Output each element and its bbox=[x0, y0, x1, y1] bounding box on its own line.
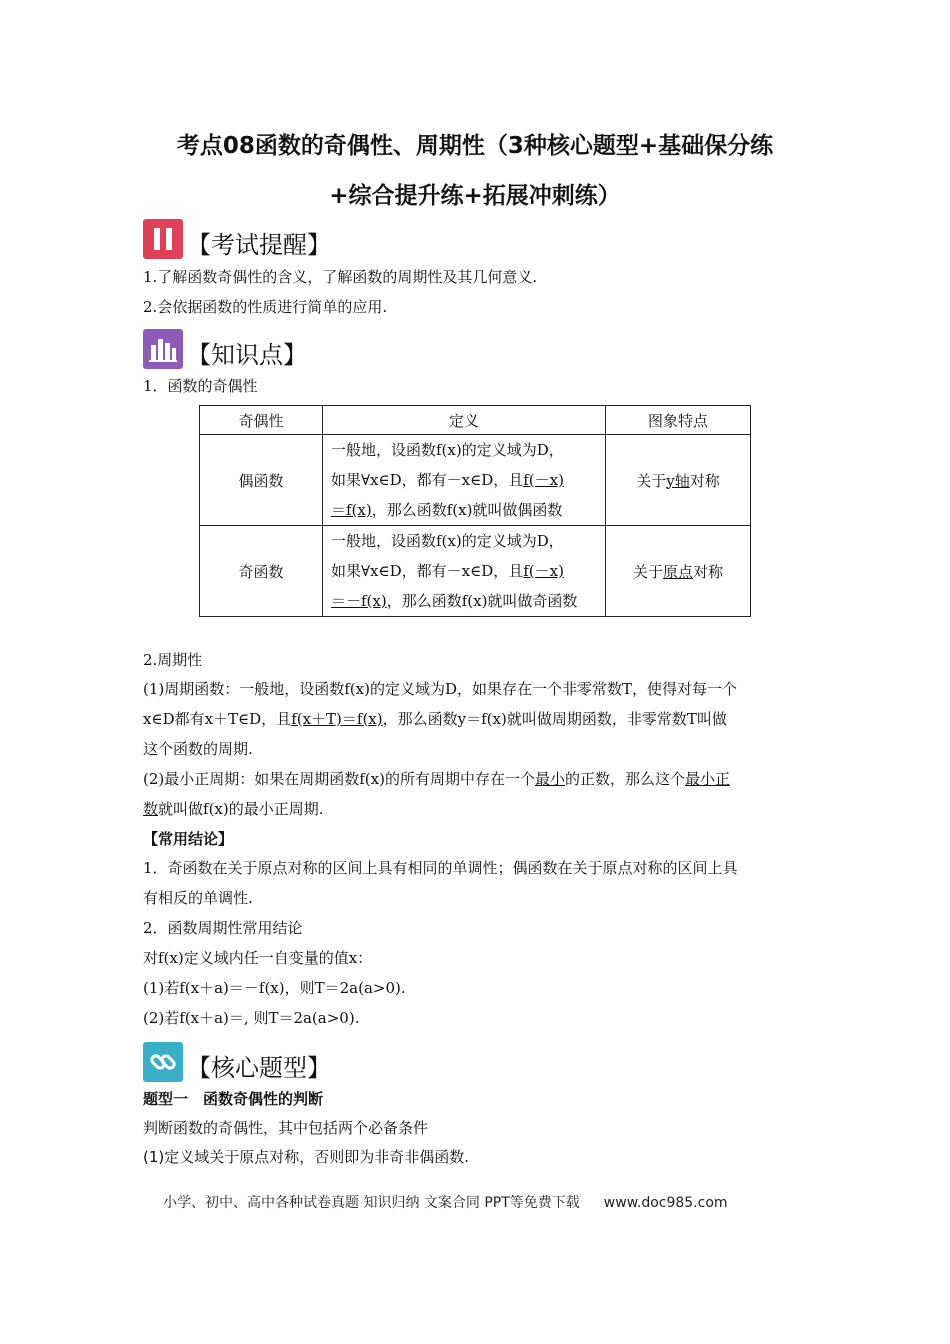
table-row bbox=[200, 435, 751, 526]
section-exam-tips-label: 【考试提醒】 bbox=[187, 231, 331, 259]
periodic-function-line1: (1)周期函数：一般地，设函数f(x)的定义域为D，如果存在一个非零常数T，使得对每一个 bbox=[143, 680, 737, 698]
table-cell-feature: 关于原点对称 bbox=[606, 526, 751, 617]
bar-chart-icon bbox=[143, 329, 183, 369]
type1-heading: 题型一 函数奇偶性的判断 bbox=[143, 1090, 324, 1108]
min-period-line1: (2)最小正周期：如果在周期函数f(x)的所有周期中存在一个最小的正数，那么这个最小正 bbox=[143, 770, 731, 788]
table-cell-name: 偶函数 bbox=[200, 435, 323, 526]
footer-url[interactable]: www.doc985.com bbox=[603, 1195, 728, 1211]
table-row bbox=[200, 526, 751, 617]
periodic-function-line2: x∈D都有x＋T∈D，且f(x＋T)＝f(x)，那么函数y＝f(x)就叫做周期函数，非零常数T叫做 bbox=[143, 710, 727, 728]
page-footer: 小学、初中、高中各种试卷真题 知识归纳 文案合同 PPT等免费下载 www.doc985.com bbox=[163, 1195, 728, 1211]
table-header: 定义 bbox=[323, 406, 606, 435]
exam-tip-1: 1.了解函数奇偶性的含义，了解函数的周期性及其几何意义. bbox=[143, 268, 538, 286]
document-title-line2: +综合提升练+拓展冲刺练） bbox=[329, 183, 621, 209]
parity-table bbox=[199, 405, 751, 617]
knowledge-heading-1: 1．函数的奇偶性 bbox=[143, 377, 258, 395]
table-cell-definition: 一般地，设函数f(x)的定义域为D， 如果∀x∈D，都有－x∈D，且f(－x) ＝f(x)，那么函数f(x)就叫做偶函数 bbox=[323, 435, 606, 526]
conclusion-line: 对f(x)定义域内任一自变量的值x： bbox=[143, 949, 373, 967]
conclusion-line: (2)若f(x＋a)＝, 则T＝2a(a>0). bbox=[143, 1009, 360, 1027]
section-exam-tips bbox=[143, 217, 331, 259]
pause-icon bbox=[143, 219, 183, 259]
conclusion-line: 有相反的单调性. bbox=[143, 889, 253, 907]
conclusions-heading: 【常用结论】 bbox=[143, 830, 234, 848]
conclusion-line: (1)若f(x＋a)＝－f(x)，则T＝2a(a>0). bbox=[143, 979, 406, 997]
exam-tip-2: 2.会依据函数的性质进行简单的应用. bbox=[143, 298, 388, 316]
document-title-line1: 考点08函数的奇偶性、周期性（3种核心题型+基础保分练 bbox=[176, 133, 774, 159]
conclusion-line: 1．奇函数在关于原点对称的区间上具有相同的单调性；偶函数在关于原点对称的区间上具 bbox=[143, 859, 738, 877]
table-cell-feature: 关于y轴对称 bbox=[606, 435, 751, 526]
section-core-types bbox=[143, 1040, 331, 1082]
table-header: 图象特点 bbox=[606, 406, 751, 435]
knowledge-heading-2: 2.周期性 bbox=[143, 651, 203, 669]
core-line-2: (1)定义域关于原点对称，否则即为非奇非偶函数. bbox=[143, 1148, 470, 1166]
core-line-1: 判断函数的奇偶性，其中包括两个必备条件 bbox=[143, 1119, 429, 1137]
table-header-row bbox=[200, 406, 751, 435]
table-header: 奇偶性 bbox=[200, 406, 323, 435]
section-core-types-label: 【核心题型】 bbox=[187, 1054, 331, 1082]
table-cell-name: 奇函数 bbox=[200, 526, 323, 617]
table-cell-definition: 一般地，设函数f(x)的定义域为D， 如果∀x∈D，都有－x∈D，且f(－x) ＝－f(x)，那么函数f(x)就叫做奇函数 bbox=[323, 526, 606, 617]
periodic-function-line3: 这个函数的周期. bbox=[143, 740, 253, 758]
section-knowledge bbox=[143, 327, 307, 369]
conclusion-line: 2．函数周期性常用结论 bbox=[143, 919, 303, 937]
link-icon bbox=[143, 1042, 183, 1082]
min-period-line2: 数就叫做f(x)的最小正周期. bbox=[143, 800, 324, 818]
section-knowledge-label: 【知识点】 bbox=[187, 341, 307, 369]
